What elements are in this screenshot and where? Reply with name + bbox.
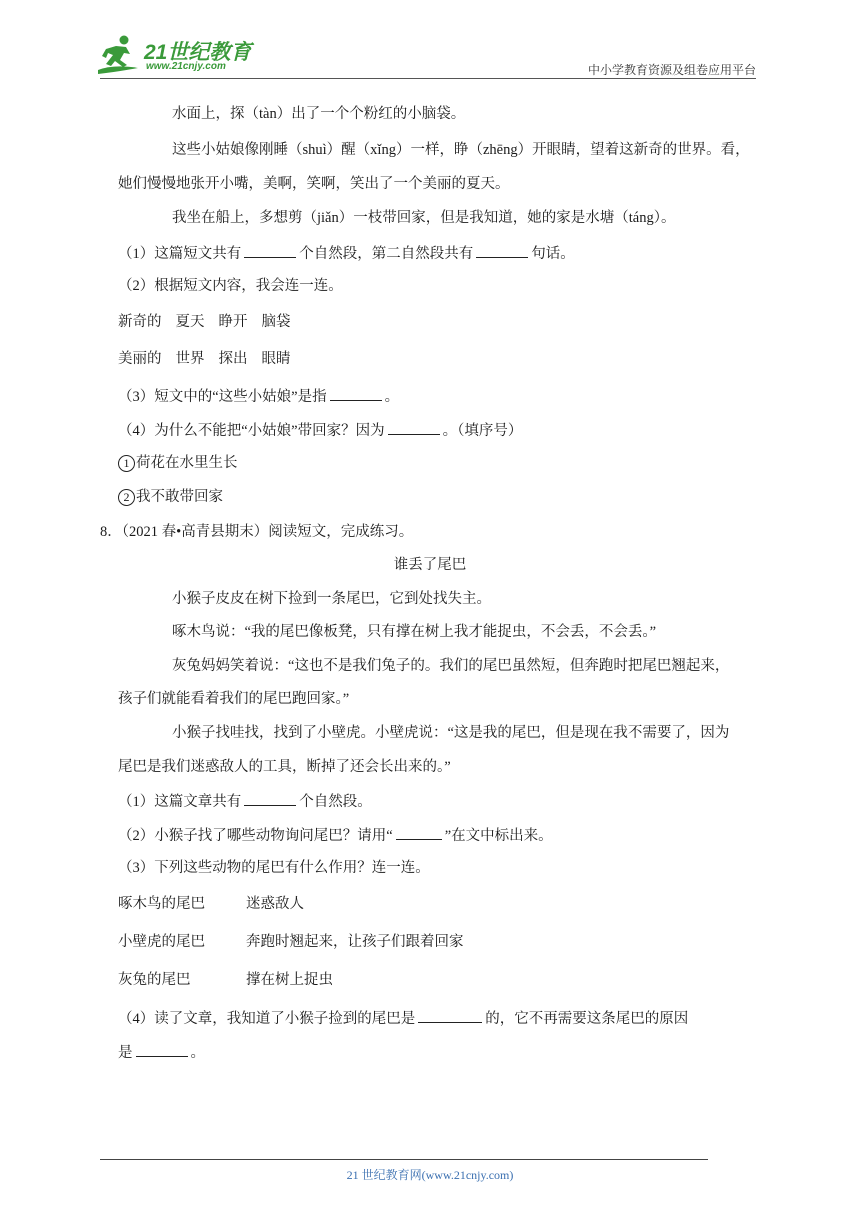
q8-match-row-2 <box>118 932 464 952</box>
option-text: 我不敢带回家 <box>136 489 223 505</box>
match-word: 新奇的 <box>118 314 162 330</box>
logo-brand-text: 21世纪教育 <box>144 41 252 64</box>
q8-q4-text-c: 是 <box>118 1045 133 1061</box>
q7-option-1 <box>118 453 238 473</box>
match-word: 夏天 <box>175 314 205 330</box>
q7-question-1 <box>118 242 575 264</box>
answer-blank[interactable] <box>476 242 528 258</box>
q8-q4-text-a: （4）读了文章，我知道了小猴子捡到的尾巴是 <box>118 1011 416 1027</box>
q8-p4-line1: 小猴子找哇找，找到了小壁虎。小壁虎说：“这是我的尾巴，但是现在我不需要了，因为 <box>172 725 730 741</box>
q7-q1-text-c: 句话。 <box>531 246 575 262</box>
runner-logo-icon <box>94 34 142 76</box>
q8-q1-text-a: （1）这篇文章共有 <box>118 794 242 810</box>
q8-question-3: （3）下列这些动物的尾巴有什么作用？连一连。 <box>118 860 430 876</box>
answer-blank[interactable] <box>244 242 296 258</box>
circled-number: 2 <box>118 489 135 506</box>
passage7-p2-line2: 她们慢慢地张开小嘴，美啊，笑啊，笑出了一个美丽的夏天。 <box>118 176 510 192</box>
header-divider <box>100 78 756 79</box>
footer-link[interactable]: 21 世纪教育网(www.21cnjy.com) <box>346 1168 514 1182</box>
answer-blank[interactable] <box>244 790 296 806</box>
q7-q1-text-a: （1）这篇短文共有 <box>118 246 242 262</box>
match-right: 撑在树上捉虫 <box>246 972 333 988</box>
match-word: 眼睛 <box>261 351 291 367</box>
answer-blank[interactable] <box>418 1007 482 1023</box>
match-left: 小壁虎的尾巴 <box>118 934 205 950</box>
answer-blank[interactable] <box>136 1041 188 1057</box>
q8-p2: 啄木鸟说：“我的尾巴像板凳，只有撑在树上我才能捉虫，不会丢，不会丢。” <box>172 624 657 640</box>
match-word: 睁开 <box>218 314 248 330</box>
q8-p1: 小猴子皮皮在树下捡到一条尾巴，它到处找失主。 <box>172 591 491 607</box>
q8-q4-text-b: 的，它不再需要这条尾巴的原因 <box>485 1011 689 1027</box>
page-header <box>0 0 860 80</box>
q7-q4-text-a: （4）为什么不能把“小姑娘”带回家？因为 <box>118 423 385 439</box>
match-word: 脑袋 <box>261 314 291 330</box>
q8-q4-text-d: 。 <box>190 1045 205 1061</box>
match-word: 探出 <box>218 351 248 367</box>
q7-q3-text-a: （3）短文中的“这些小姑娘”是指 <box>118 389 327 405</box>
q7-option-2 <box>118 487 223 507</box>
q7-match-row-2 <box>118 349 291 369</box>
q8-question-2 <box>118 824 553 846</box>
answer-blank[interactable] <box>388 419 440 435</box>
q7-match-row-1 <box>118 312 291 332</box>
match-right: 奔跑时翘起来，让孩子们跟着回家 <box>246 934 464 950</box>
q7-question-3 <box>118 385 399 407</box>
q7-question-4 <box>118 419 522 441</box>
match-right: 迷惑敌人 <box>246 896 304 912</box>
q8-heading: 8．（2021 春•高青县期末）阅读短文，完成练习。 <box>100 524 414 540</box>
match-left: 啄木鸟的尾巴 <box>118 896 205 912</box>
q8-p4-line2: 尾巴是我们迷惑敌人的工具，断掉了还会长出来的。” <box>118 759 451 775</box>
passage7-p3: 我坐在船上，多想剪（jiǎn）一枝带回家，但是我知道，她的家是水塘（táng）。 <box>172 210 676 226</box>
match-left: 灰兔的尾巴 <box>118 972 191 988</box>
passage7-p1-tail: 水面上，探（tàn）出了一个个粉红的小脑袋。 <box>172 106 466 122</box>
platform-title: 中小学教育资源及组卷应用平台 <box>587 63 756 77</box>
q8-question-4-line1 <box>118 1007 688 1029</box>
q8-question-1 <box>118 790 372 812</box>
underline-sample <box>396 824 442 840</box>
q7-q3-text-b: 。 <box>384 389 400 405</box>
option-text: 荷花在水里生长 <box>136 455 238 471</box>
q8-passage-title: 谁丢了尾巴 <box>393 557 467 573</box>
match-word: 美丽的 <box>118 351 162 367</box>
footer-divider <box>100 1159 708 1160</box>
q8-q2-text-b: ”在文中标出来。 <box>444 828 553 844</box>
q7-question-2: （2）根据短文内容，我会连一连。 <box>118 278 343 294</box>
passage7-p2-line1: 这些小姑娘像刚睡（shuì）醒（xǐng）一样，睁（zhēng）开眼睛，望着这新奇的世界。看， <box>172 142 750 158</box>
logo-url-text: www.21cnjy.com <box>146 61 226 72</box>
site-logo[interactable] <box>94 34 264 78</box>
circled-number: 1 <box>118 455 135 472</box>
q8-question-4-line2 <box>118 1041 205 1063</box>
q8-match-row-1 <box>118 894 304 914</box>
q7-q1-text-b: 个自然段，第二自然段共有 <box>299 246 474 262</box>
q8-q1-text-b: 个自然段。 <box>299 794 372 810</box>
q7-q4-text-b: 。（填序号） <box>442 423 523 439</box>
q8-q2-text-a: （2）小猴子找了哪些动物询问尾巴？请用“ <box>118 828 393 844</box>
q8-match-row-3 <box>118 970 333 990</box>
q8-p3-line1: 灰兔妈妈笑着说：“这也不是我们兔子的。我们的尾巴虽然短，但奔跑时把尾巴翘起来， <box>172 658 730 674</box>
q8-p3-line2: 孩子们就能看着我们的尾巴跑回家。” <box>118 691 350 707</box>
answer-blank[interactable] <box>330 385 382 401</box>
match-word: 世界 <box>175 351 205 367</box>
